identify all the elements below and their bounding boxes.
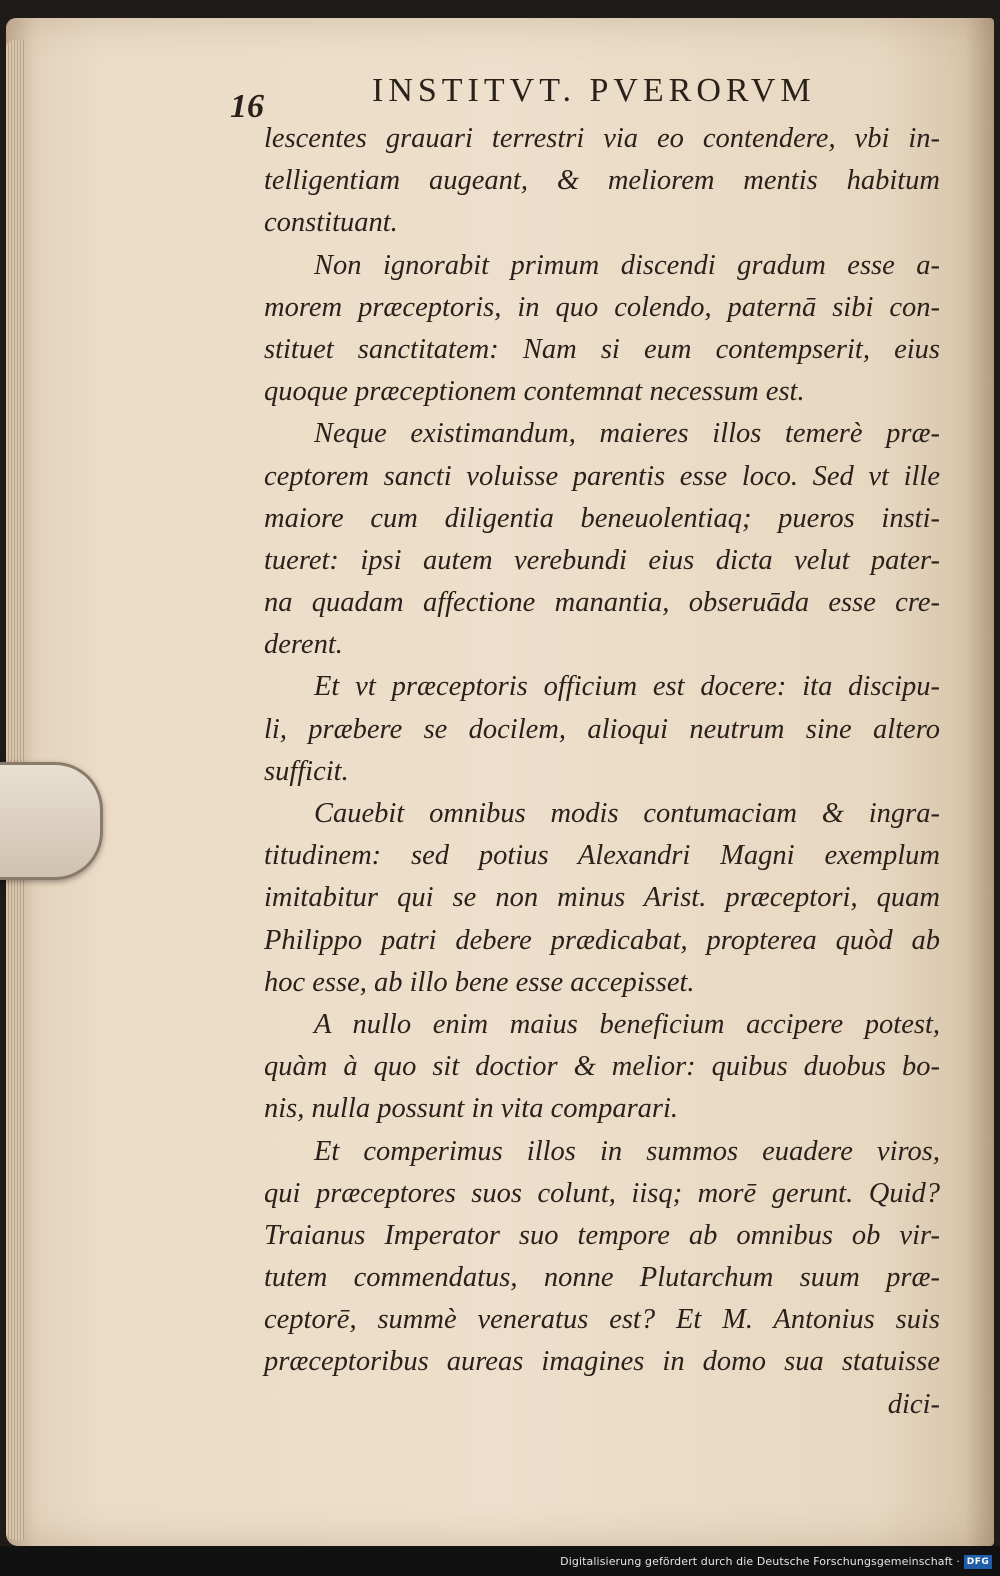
dfg-logo-icon: DFG — [964, 1555, 992, 1569]
paragraph-start: Et vt præceptoris officium est docere: ita discipu- — [314, 671, 940, 703]
text-line: ceptorē, summè veneratus est? Et M. Antonius suis — [264, 1304, 940, 1336]
text-line: constituant. — [264, 207, 398, 239]
text-line: tueret: ipsi autem verebundi eius dicta velut pater- — [264, 544, 940, 576]
text-line: morem præceptoris, in quo colendo, paternā sibi con- — [264, 291, 940, 323]
text-line: titudinem: sed potius Alexandri Magni exemplum — [264, 840, 940, 872]
book-page — [6, 18, 994, 1546]
text-line: lescentes grauari terrestri via eo contendere, vbi in- — [264, 123, 940, 154]
paragraph-start: Non ignorabit primum discendi gradum esse a- — [314, 249, 940, 281]
text-line: tutem commendatus, nonne Plutarchum suum præ- — [264, 1262, 940, 1294]
text-line: ceptorem sancti voluisse parentis esse loco. Sed vt ille — [264, 460, 940, 492]
running-head — [230, 66, 940, 125]
text-line: sufficit. — [264, 755, 349, 787]
text-line: quàm à quo sit doctior & melior: quibus duobus bo- — [264, 1051, 940, 1083]
text-line: li, præbere se docilem, alioqui neutrum sine altero — [264, 713, 940, 745]
text-line: maiore cum diligentia beneuolentiaq; pueros insti- — [264, 502, 940, 534]
page-number: 16 — [230, 88, 264, 125]
footer-bar — [0, 1546, 1000, 1576]
text-line: præceptoribus aureas imagines in domo sua statuisse — [264, 1346, 940, 1378]
paragraph-start: A nullo enim maius beneficium accipere potest, — [314, 1008, 940, 1040]
bookmark-clip — [0, 762, 103, 880]
paragraph-start: Et comperimus illos in summos euadere viros, — [314, 1135, 940, 1167]
text-line: hoc esse, ab illo bene esse accepisset. — [264, 966, 695, 998]
running-title: INSTITVT. PVERORVM — [372, 72, 816, 109]
text-line: Traianus Imperator suo tempore ab omnibus ob vir- — [264, 1219, 940, 1251]
text-line: na quadam affectione manantia, obseruāda esse cre- — [264, 587, 940, 619]
text-line: imitabitur qui se non minus Arist. præceptori, quam — [264, 882, 940, 914]
text-line: qui præceptores suos colunt, iisq; morē gerunt. Quid? — [264, 1177, 940, 1209]
catchword: dici- — [887, 1388, 940, 1420]
text-line: telligentiam augeant, & meliorem mentis habitum — [264, 165, 940, 197]
text-line: Philippo patri debere prædicabat, propterea quòd ab — [264, 924, 940, 956]
text-line: nis, nulla possunt in vita comparari. — [264, 1093, 679, 1125]
paragraph-start: Cauebit omnibus modis contumaciam & ingra- — [314, 798, 940, 829]
paragraph-start: Neque existimandum, maieres illos temerè præ- — [314, 418, 940, 450]
footer-credit: Digitalisierung gefördert durch die Deutsche Forschungsgemeinschaft · — [560, 1555, 960, 1568]
text-line: stituet sanctitatem: Nam si eum contempserit, eius — [264, 333, 940, 365]
text-line: derent. — [264, 629, 343, 661]
text-line: quoque præceptionem contemnat necessum est. — [264, 376, 805, 408]
text-block — [230, 66, 940, 1420]
